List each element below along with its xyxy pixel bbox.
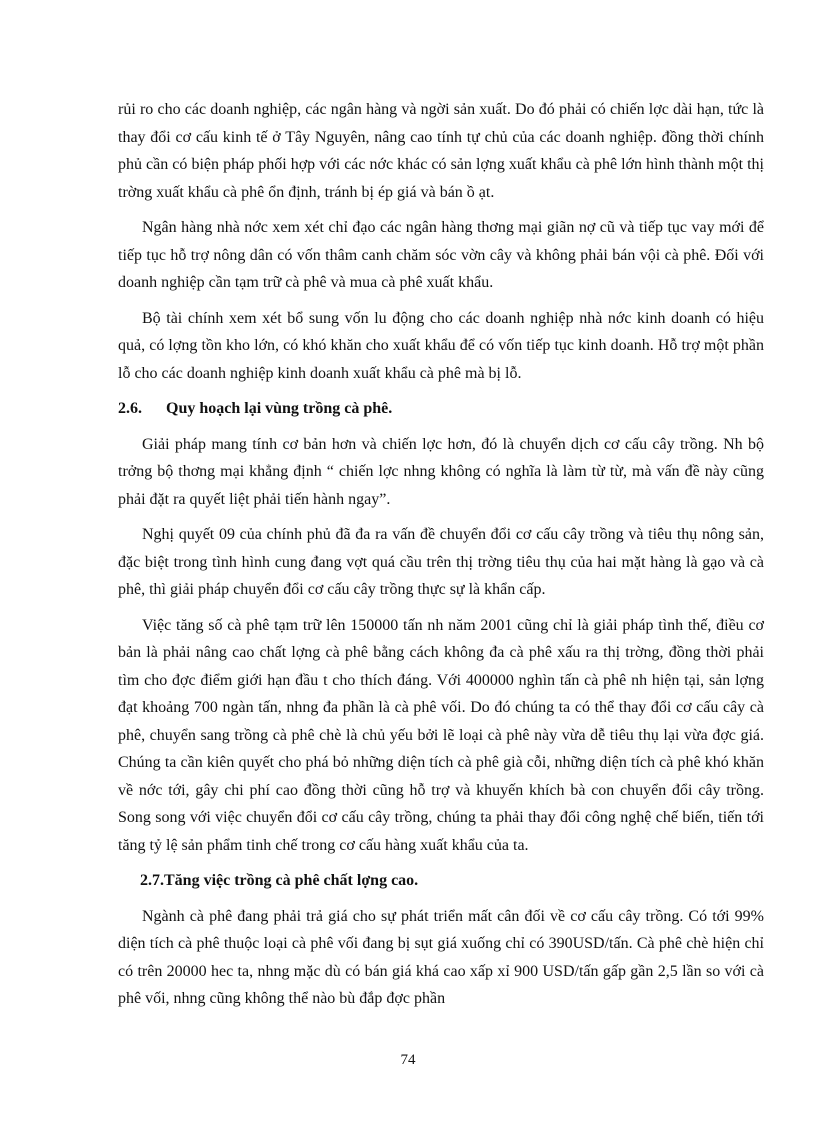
paragraph-state-bank: Ngân hàng nhà nớc xem xét chỉ đạo các ngân hàng thơng mại giãn nợ cũ và tiếp tục vay mới để tiếp tục hỗ trợ nông dân có vốn thâm canh chăm sóc vờn cây và không phải bán vội cà phê. Đối với doanh nghiệp cần tạm trữ cà phê và mua cà phê xuất khẩu.	[118, 219, 764, 291]
paragraph-finance-ministry: Bộ tài chính xem xét bổ sung vốn lu động cho các doanh nghiệp nhà nớc kinh doanh có hiệu quả, có lợng tồn kho lớn, có khó khăn cho xuất khẩu để có vốn tiếp tục kinh doanh. Hỗ trợ một phần lỗ cho các doanh nghiệp kinh doanh xuất khẩu cà phê mà bị lỗ.	[118, 309, 764, 382]
section-heading-2-7: 2.7.Tăng việc trồng cà phê chất lợng cao.	[140, 872, 419, 889]
paragraph-risk-strategy: rủi ro cho các doanh nghiệp, các ngân hàng và ngời sản xuất. Do đó phải có chiến lợc dài hạn, tức là thay đổi cơ cấu kinh tế ở Tây Nguyên, nâng cao tính tự chủ của các doanh nghiệp. đồng thời chính phủ cần có biện pháp phối hợp với các nớc khác có sản lợng xuất khẩu cà phê lớn hình thành một thị trờng xuất khẩu cà phê ổn định, tránh bị ép giá và bán ồ ạt.	[118, 101, 764, 201]
section-heading-2-6	[118, 395, 764, 423]
paragraph-stockpile: Việc tăng số cà phê tạm trữ lên 150000 tấn nh năm 2001 cũng chỉ là giải pháp tình thế, điều cơ bản là phải nâng cao chất lợng cà phê bằng cách không đa cà phê xấu ra thị trờng, đồng thời phải tìm cho đợc điểm giới hạn đầu t cho thích đáng. Với 400000 nghìn tấn cà phê nh hiện tại, sản lợng đạt khoảng 700 ngàn tấn, nhng đa phần là cà phê vối. Do đó chúng ta có thể thay đổi cơ cấu cây cà phê, chuyển sang trồng cà phê chè là chủ yếu bởi lẽ loại cà phê này vừa dễ tiêu thụ lại vừa đợc giá. Chúng ta cần kiên quyết cho phá bỏ những diện tích cà phê già cỗi, những diện tích cà phê khó khăn về nớc tới, gây chi phí cao đồng thời cũng hỗ trợ và khuyến khích bà con chuyển đổi cây trồng. Song song với việc chuyển đổi cơ cấu cây trồng, chúng ta phải thay đổi công nghệ chế biến, tiến tới tăng tỷ lệ sản phẩm tinh chế trong cơ cấu hàng xuất khẩu của ta.	[118, 616, 764, 854]
paragraph-resolution-09: Nghị quyết 09 của chính phủ đã đa ra vấn đề chuyển đổi cơ cấu cây trồng và tiêu thụ nông sản, đặc biệt trong tình hình cung đang vợt quá cầu trên thị trờng tiêu thụ của hai mặt hàng là gạo và cà phê, thì giải pháp chuyển đổi cơ cấu cây trồng thực sự là khẩn cấp.	[118, 526, 764, 598]
section-number: 2.6.	[118, 400, 142, 417]
paragraph-coffee-industry: Ngành cà phê đang phải trả giá cho sự phát triển mất cân đối về cơ cấu cây trồng. Có tới 99% diện tích cà phê thuộc loại cà phê vối đang bị sụt giá xuống chỉ có 390USD/tấn. Cà phê chè hiện chỉ có trên 20000 hec ta, nhng mặc dù có bán giá khá cao xấp xỉ 900 USD/tấn gấp gần 2,5 lần so với cà phê vối, nhng cũng không thể nào bù đắp đợc phần	[118, 907, 764, 1007]
paragraph-crop-restructuring: Giải pháp mang tính cơ bản hơn và chiến lợc hơn, đó là chuyển dịch cơ cấu cây trồng. Nh bộ trởng bộ thơng mại khẳng định “ chiến lợc nhng không có nghĩa là làm từ từ, mà vấn đề này cũng phải đặt ra quyết liệt phải tiến hành ngay”.	[118, 435, 764, 508]
page-number: 74	[400, 1052, 416, 1068]
document-page	[118, 96, 764, 1021]
section-title: Quy hoạch lại vùng trồng cà phê.	[166, 400, 393, 417]
